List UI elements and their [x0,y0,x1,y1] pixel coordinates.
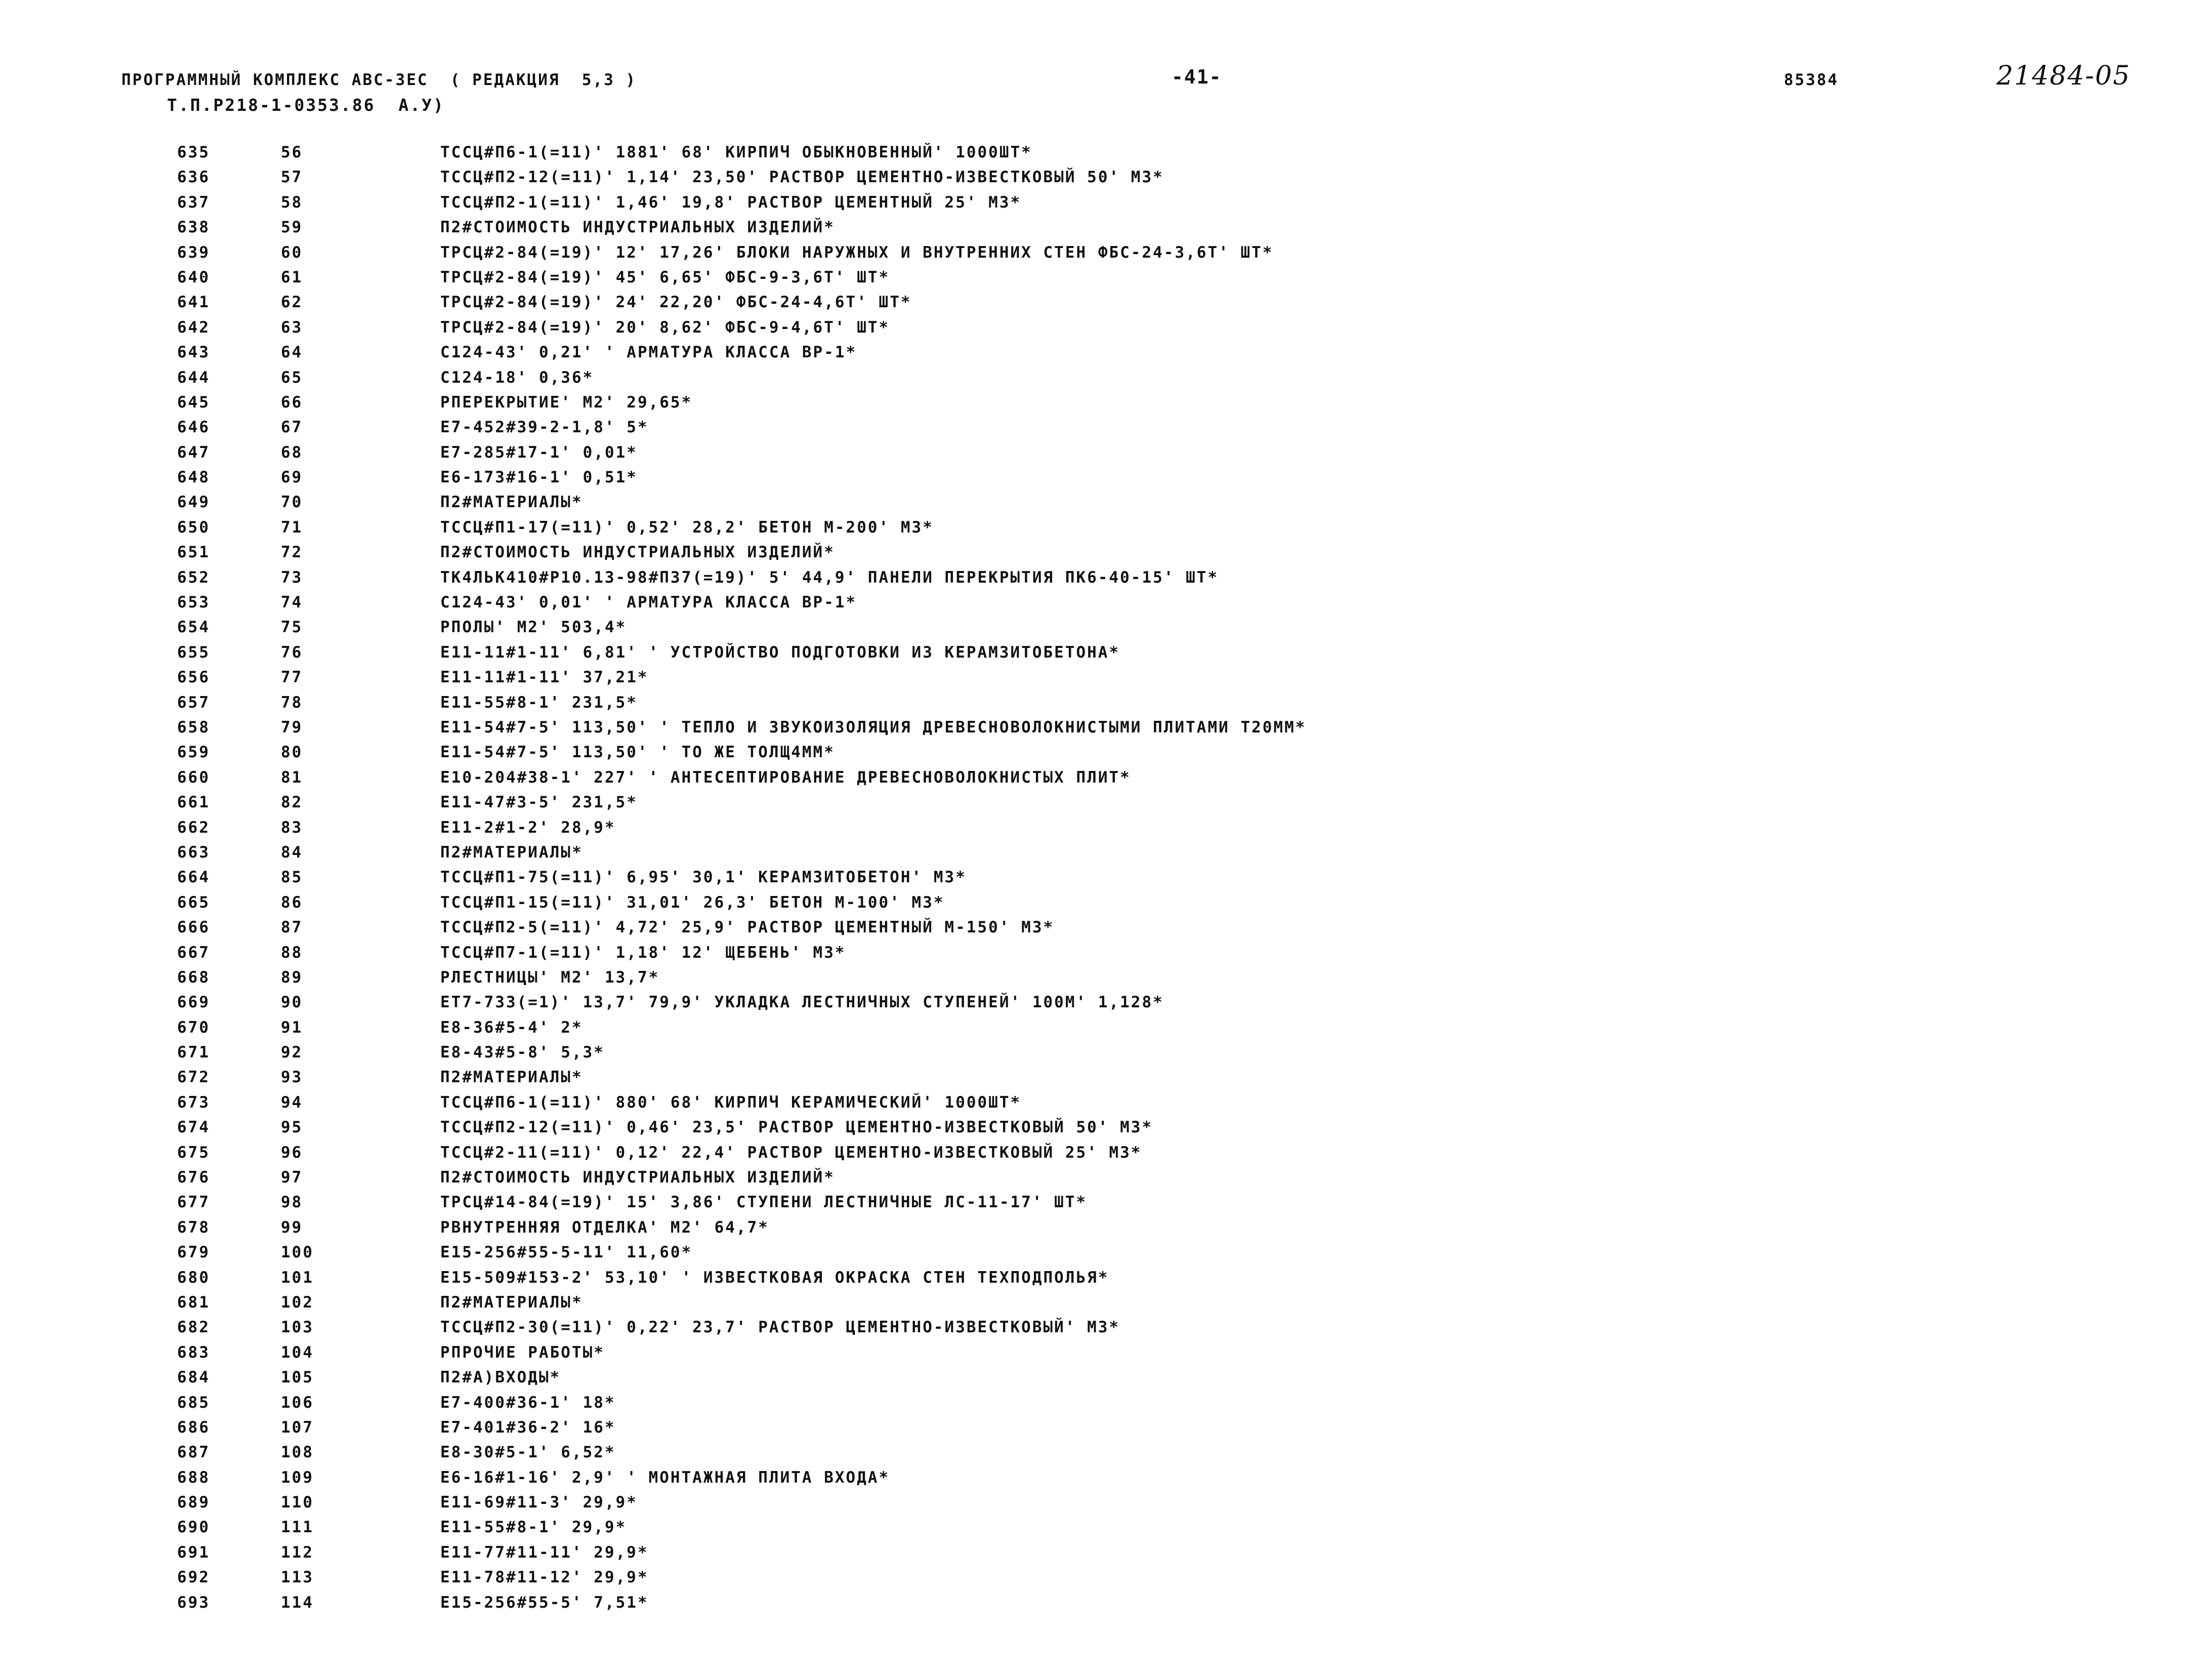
listing-row [0,143,2212,168]
listing-row [0,968,2212,993]
item-number: 90 [281,993,303,1012]
line-number: 678 [177,1218,210,1237]
line-number: 684 [177,1368,210,1387]
item-number: 68 [281,443,303,462]
line-number: 654 [177,618,210,637]
item-number: 83 [281,818,303,837]
document-reference: Т.П.Р218-1-0353.86 А.У) [167,95,445,115]
record-text: ТССЦ#П1-15(=11)' 31,01' 26,3' БЕТОН М-100' М3* [440,893,945,912]
listing-row [0,443,2212,468]
record-text: Е11-78#11-12' 29,9* [440,1568,649,1587]
listing-row [0,218,2212,243]
listing-row [0,1243,2212,1268]
line-number: 692 [177,1568,210,1587]
line-number: 687 [177,1443,210,1462]
record-text: Е6-173#16-1' 0,51* [440,468,638,487]
line-number: 635 [177,143,210,161]
item-number: 82 [281,793,303,812]
record-text: Е11-77#11-11' 29,9* [440,1543,649,1562]
item-number: 87 [281,918,303,937]
listing-row [0,1543,2212,1568]
item-number: 62 [281,293,303,312]
line-number: 682 [177,1318,210,1337]
listing-row [0,318,2212,343]
record-text: П2#МАТЕРИАЛЫ* [440,493,583,512]
listing-row [0,1568,2212,1593]
line-number: 665 [177,893,210,912]
listing-row [0,1318,2212,1343]
item-number: 93 [281,1068,303,1087]
listing-row [0,1093,2212,1118]
item-number: 91 [281,1018,303,1037]
line-number: 681 [177,1293,210,1312]
line-number: 646 [177,418,210,437]
listing-row [0,543,2212,568]
record-text: Е11-11#1-11' 37,21* [440,668,649,687]
record-text: РПРОЧИЕ РАБОТЫ* [440,1343,605,1362]
record-text: П2#МАТЕРИАЛЫ* [440,843,583,862]
line-number: 683 [177,1343,210,1362]
listing-row [0,868,2212,893]
record-text: РПОЛЫ' М2' 503,4* [440,618,627,637]
listing-row [0,1168,2212,1193]
listing-row [0,268,2212,293]
line-number: 643 [177,343,210,362]
record-text: С124-43' 0,21' ' АРМАТУРА КЛАССА ВР-1* [440,343,857,362]
listing-row [0,643,2212,668]
line-number: 674 [177,1118,210,1137]
record-text: П2#СТОИМОСТЬ ИНДУСТРИАЛЬНЫХ ИЗДЕЛИЙ* [440,218,835,237]
listing-row [0,1018,2212,1043]
item-number: 102 [281,1293,314,1312]
item-number: 77 [281,668,303,687]
record-text: С124-18' 0,36* [440,368,594,387]
line-number: 641 [177,293,210,312]
listing-row [0,1193,2212,1218]
item-number: 95 [281,1118,303,1137]
item-number: 81 [281,768,303,787]
item-number: 75 [281,618,303,637]
listing-row [0,693,2212,718]
item-number: 110 [281,1493,314,1512]
record-text: Е11-55#8-1' 231,5* [440,693,638,712]
listing-row [0,293,2212,318]
record-text: Е8-36#5-4' 2* [440,1018,583,1037]
line-number: 664 [177,868,210,887]
record-text: П2#МАТЕРИАЛЫ* [440,1068,583,1087]
code-number: 85384 [1784,71,1839,89]
line-number: 663 [177,843,210,862]
item-number: 107 [281,1418,314,1437]
line-number: 679 [177,1243,210,1262]
listing-row [0,793,2212,818]
record-text: ТССЦ#П2-30(=11)' 0,22' 23,7' РАСТВОР ЦЕМЕНТНО-ИЗВЕСТКОВЫЙ' М3* [440,1318,1120,1337]
item-number: 70 [281,493,303,512]
listing-row [0,1468,2212,1493]
line-number: 693 [177,1593,210,1612]
item-number: 66 [281,393,303,412]
listing-row [0,168,2212,193]
record-text: ТССЦ#2-11(=11)' 0,12' 22,4' РАСТВОР ЦЕМЕНТНО-ИЗВЕСТКОВЫЙ 25' М3* [440,1143,1142,1162]
listing-row [0,1368,2212,1393]
listing-row [0,393,2212,418]
listing-row [0,1068,2212,1093]
record-text: РЛЕСТНИЦЫ' М2' 13,7* [440,968,660,987]
record-text: ТССЦ#П1-75(=11)' 6,95' 30,1' КЕРАМЗИТОБЕТОН' М3* [440,868,967,887]
record-text: Е10-204#38-1' 227' ' АНТЕСЕПТИРОВАНИЕ ДРЕВЕСНОВОЛОКНИСТЫХ ПЛИТ* [440,768,1131,787]
listing-row [0,618,2212,643]
record-text: Е11-11#1-11' 6,81' ' УСТРОЙСТВО ПОДГОТОВКИ ИЗ КЕРАМЗИТОБЕТОНА* [440,643,1120,662]
line-number: 638 [177,218,210,237]
record-text: ТРСЦ#2-84(=19)' 24' 22,20' ФБС-24-4,6Т' ШТ* [440,293,912,312]
item-number: 100 [281,1243,314,1262]
record-text: П2#СТОИМОСТЬ ИНДУСТРИАЛЬНЫХ ИЗДЕЛИЙ* [440,543,835,562]
line-number: 640 [177,268,210,287]
record-text: ТССЦ#П7-1(=11)' 1,18' 12' ЩЕБЕНЬ' М3* [440,943,846,962]
line-number: 649 [177,493,210,512]
line-number: 689 [177,1493,210,1512]
line-number: 648 [177,468,210,487]
item-number: 112 [281,1543,314,1562]
item-number: 108 [281,1443,314,1462]
record-text: П2#МАТЕРИАЛЫ* [440,1293,583,1312]
listing-row [0,593,2212,618]
item-number: 106 [281,1393,314,1412]
item-number: 99 [281,1218,303,1237]
line-number: 680 [177,1268,210,1287]
item-number: 71 [281,518,303,537]
line-number: 653 [177,593,210,612]
listing-row [0,493,2212,518]
record-text: РПЕРЕКРЫТИЕ' М2' 29,65* [440,393,693,412]
line-number: 645 [177,393,210,412]
line-number: 660 [177,768,210,787]
line-number: 690 [177,1518,210,1537]
listing-row [0,1293,2212,1318]
record-text: Е6-16#1-16' 2,9' ' МОНТАЖНАЯ ПЛИТА ВХОДА* [440,1468,890,1487]
listing-row [0,718,2212,743]
record-text: Е11-55#8-1' 29,9* [440,1518,627,1537]
line-number: 650 [177,518,210,537]
line-number: 642 [177,318,210,337]
line-number: 636 [177,168,210,187]
line-number: 657 [177,693,210,712]
record-text: ТК4ЛЬК410#Р10.13-98#П37(=19)' 5' 44,9' ПАНЕЛИ ПЕРЕКРЫТИЯ ПК6-40-15' ШТ* [440,568,1219,587]
line-number: 651 [177,543,210,562]
line-number: 656 [177,668,210,687]
record-text: С124-43' 0,01' ' АРМАТУРА КЛАССА ВР-1* [440,593,857,612]
listing-row [0,1043,2212,1068]
line-number: 669 [177,993,210,1012]
record-text: ТРСЦ#2-84(=19)' 45' 6,65' ФБС-9-3,6Т' ШТ* [440,268,890,287]
listing-row [0,243,2212,268]
listing-row [0,568,2212,593]
listing-row [0,1418,2212,1443]
record-text: Е7-285#17-1' 0,01* [440,443,638,462]
line-number: 662 [177,818,210,837]
listing-row [0,843,2212,868]
line-number: 675 [177,1143,210,1162]
item-number: 63 [281,318,303,337]
record-text: ТССЦ#П2-1(=11)' 1,46' 19,8' РАСТВОР ЦЕМЕНТНЫЙ 25' М3* [440,193,1022,212]
record-text: ТРСЦ#2-84(=19)' 20' 8,62' ФБС-9-4,6Т' ШТ* [440,318,890,337]
item-number: 101 [281,1268,314,1287]
record-text: Е7-400#36-1' 18* [440,1393,616,1412]
record-text: ТССЦ#П1-17(=11)' 0,52' 28,2' БЕТОН М-200' М3* [440,518,934,537]
record-text: П2#СТОИМОСТЬ ИНДУСТРИАЛЬНЫХ ИЗДЕЛИЙ* [440,1168,835,1187]
item-number: 92 [281,1043,303,1062]
item-number: 67 [281,418,303,437]
record-text: ТРСЦ#14-84(=19)' 15' 3,86' СТУПЕНИ ЛЕСТНИЧНЫЕ ЛС-11-17' ШТ* [440,1193,1088,1212]
handwritten-reference: 21484-05 [1996,61,2131,91]
listing-row [0,993,2212,1018]
item-number: 78 [281,693,303,712]
line-number: 673 [177,1093,210,1112]
listing-row [0,1394,2212,1418]
record-text: Е11-54#7-5' 113,50' ' ТЕПЛО И ЗВУКОИЗОЛЯЦИЯ ДРЕВЕСНОВОЛОКНИСТЫМИ ПЛИТАМИ Т20ММ* [440,718,1307,737]
item-number: 80 [281,743,303,762]
line-number: 691 [177,1543,210,1562]
listing-row [0,1118,2212,1143]
item-number: 103 [281,1318,314,1337]
line-number: 639 [177,243,210,262]
item-number: 111 [281,1518,314,1537]
item-number: 57 [281,168,303,187]
program-title: ПРОГРАММНЫЙ КОМПЛЕКС АВС-ЗЕС ( РЕДАКЦИЯ 5,3 ) [121,71,637,89]
item-number: 97 [281,1168,303,1187]
item-number: 76 [281,643,303,662]
record-text: Е7-452#39-2-1,8' 5* [440,418,649,437]
listing-row [0,1594,2212,1618]
item-number: 114 [281,1593,314,1612]
listing-row [0,1144,2212,1168]
item-number: 61 [281,268,303,287]
item-number: 64 [281,343,303,362]
line-number: 670 [177,1018,210,1037]
item-number: 60 [281,243,303,262]
item-number: 105 [281,1368,314,1387]
record-text: ТРСЦ#2-84(=19)' 12' 17,26' БЛОКИ НАРУЖНЫХ И ВНУТРЕННИХ СТЕН ФБС-24-3,6Т' ШТ* [440,243,1274,262]
line-number: 668 [177,968,210,987]
item-number: 73 [281,568,303,587]
estimate-listing [0,143,2212,1618]
record-text: Е11-2#1-2' 28,9* [440,818,616,837]
line-number: 686 [177,1418,210,1437]
item-number: 56 [281,143,303,161]
item-number: 65 [281,368,303,387]
line-number: 672 [177,1068,210,1087]
record-text: Е8-43#5-8' 5,3* [440,1043,605,1062]
item-number: 84 [281,843,303,862]
listing-row [0,468,2212,493]
line-number: 661 [177,793,210,812]
item-number: 69 [281,468,303,487]
record-text: ТССЦ#П6-1(=11)' 880' 68' КИРПИЧ КЕРАМИЧЕСКИЙ' 1000ШТ* [440,1093,1022,1112]
line-number: 666 [177,918,210,937]
page-number: -41- [1172,66,1222,88]
listing-row [0,743,2212,768]
item-number: 98 [281,1193,303,1212]
listing-row [0,768,2212,793]
listing-row [0,819,2212,843]
listing-row [0,668,2212,693]
line-number: 652 [177,568,210,587]
item-number: 79 [281,718,303,737]
record-text: Е11-54#7-5' 113,50' ' ТО ЖЕ ТОЛЩ4ММ* [440,743,835,762]
item-number: 88 [281,943,303,962]
item-number: 113 [281,1568,314,1587]
line-number: 667 [177,943,210,962]
listing-row [0,418,2212,443]
listing-row [0,518,2212,543]
item-number: 74 [281,593,303,612]
line-number: 676 [177,1168,210,1187]
record-text: Е15-509#153-2' 53,10' ' ИЗВЕСТКОВАЯ ОКРАСКА СТЕН ТЕХПОДПОЛЬЯ* [440,1268,1109,1287]
record-text: РВНУТРЕННЯЯ ОТДЕЛКА' М2' 64,7* [440,1218,769,1237]
item-number: 86 [281,893,303,912]
listing-row [0,944,2212,968]
listing-row [0,1343,2212,1368]
record-text: ТССЦ#П2-12(=11)' 0,46' 23,5' РАСТВОР ЦЕМЕНТНО-ИЗВЕСТКОВЫЙ 50' М3* [440,1118,1153,1137]
record-text: Е8-30#5-1' 6,52* [440,1443,616,1462]
item-number: 85 [281,868,303,887]
record-text: П2#А)ВХОДЫ* [440,1368,561,1387]
line-number: 685 [177,1393,210,1412]
listing-row [0,343,2212,368]
listing-row [0,1269,2212,1293]
line-number: 637 [177,193,210,212]
record-text: ТССЦ#П2-12(=11)' 1,14' 23,50' РАСТВОР ЦЕМЕНТНО-ИЗВЕСТКОВЫЙ 50' М3* [440,168,1164,187]
listing-row [0,1493,2212,1518]
listing-row [0,1218,2212,1243]
line-number: 644 [177,368,210,387]
listing-row [0,1518,2212,1543]
record-text: Е7-401#36-2' 16* [440,1418,616,1437]
line-number: 688 [177,1468,210,1487]
item-number: 59 [281,218,303,237]
record-text: Е15-256#55-5-11' 11,60* [440,1243,693,1262]
record-text: ТССЦ#П6-1(=11)' 1881' 68' КИРПИЧ ОБЫКНОВЕННЫЙ' 1000ШТ* [440,143,1032,161]
listing-row [0,369,2212,393]
line-number: 659 [177,743,210,762]
line-number: 671 [177,1043,210,1062]
item-number: 104 [281,1343,314,1362]
item-number: 89 [281,968,303,987]
item-number: 96 [281,1143,303,1162]
line-number: 647 [177,443,210,462]
item-number: 72 [281,543,303,562]
listing-row [0,193,2212,218]
listing-row [0,918,2212,943]
line-number: 655 [177,643,210,662]
record-text: Е11-69#11-3' 29,9* [440,1493,638,1512]
item-number: 109 [281,1468,314,1487]
line-number: 658 [177,718,210,737]
record-text: Е15-256#55-5' 7,51* [440,1593,649,1612]
record-text: ТССЦ#П2-5(=11)' 4,72' 25,9' РАСТВОР ЦЕМЕНТНЫЙ М-150' М3* [440,918,1055,937]
record-text: ЕТ7-733(=1)' 13,7' 79,9' УКЛАДКА ЛЕСТНИЧНЫХ СТУПЕНЕЙ' 100М' 1,128* [440,993,1164,1012]
listing-row [0,1443,2212,1468]
line-number: 677 [177,1193,210,1212]
record-text: Е11-47#3-5' 231,5* [440,793,638,812]
listing-row [0,893,2212,918]
item-number: 94 [281,1093,303,1112]
item-number: 58 [281,193,303,212]
